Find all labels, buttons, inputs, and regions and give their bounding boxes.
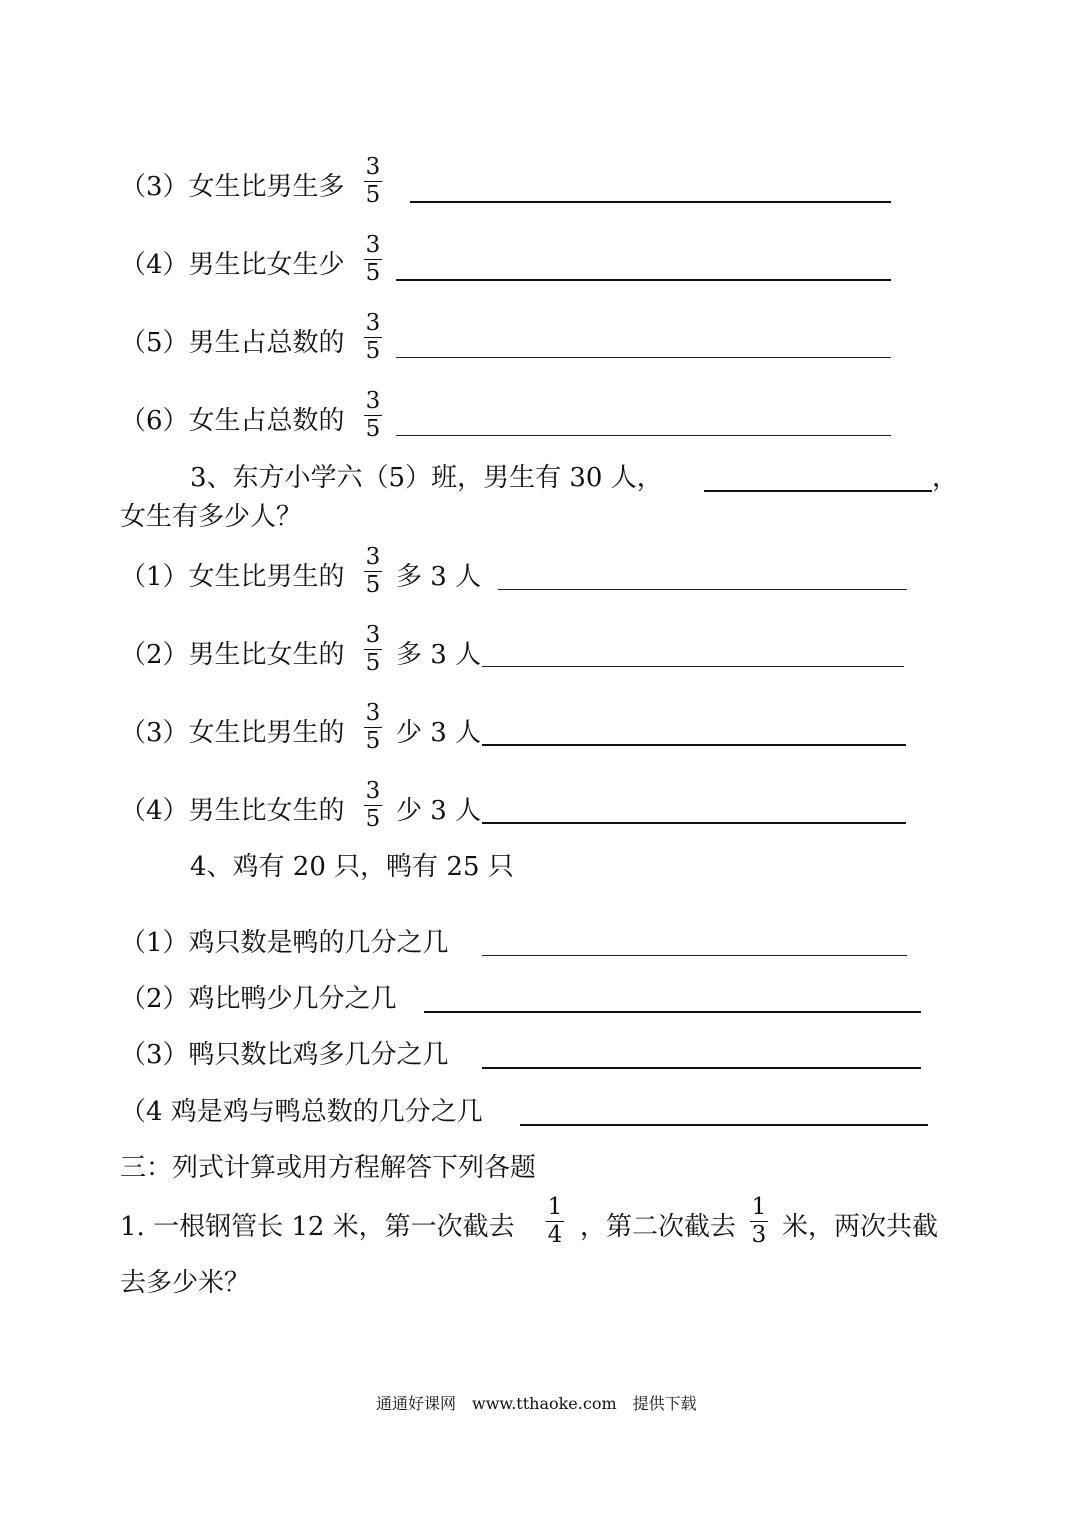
answer-blank[interactable] bbox=[396, 279, 891, 281]
item-4-text: （4）男生比女生少 bbox=[120, 250, 345, 280]
footer-credit: 通通好课网 www.tthaoke.com 提供下载 bbox=[376, 1394, 697, 1413]
q3-stem-question: 女生有多少人？ bbox=[120, 502, 303, 532]
q3-item-3-suffix: 少 3 人 bbox=[396, 718, 482, 748]
fraction-three-fifths: 3 5 bbox=[365, 310, 381, 364]
fraction-one-third: 1 3 bbox=[751, 1194, 767, 1248]
item-3-text: （3）女生比男生多 bbox=[120, 172, 345, 202]
fraction-three-fifths: 3 5 bbox=[365, 700, 381, 754]
answer-blank[interactable] bbox=[482, 744, 906, 746]
answer-blank[interactable] bbox=[520, 1124, 928, 1126]
q4-stem: 4、鸡有 20 只，鸭有 25 只 bbox=[190, 852, 514, 882]
problem-1-text-c: 米，两次共截 bbox=[782, 1212, 939, 1242]
item-5-text: （5）男生占总数的 bbox=[120, 328, 345, 358]
answer-blank[interactable] bbox=[498, 589, 907, 590]
q3-condition-blank[interactable] bbox=[704, 490, 932, 492]
answer-blank[interactable] bbox=[482, 1067, 921, 1069]
q3-item-3-text: （3）女生比男生的 bbox=[120, 718, 345, 748]
answer-blank[interactable] bbox=[396, 435, 891, 436]
q3-stem: 3、东方小学六（5）班，男生有 30 人， bbox=[190, 463, 663, 493]
answer-blank[interactable] bbox=[482, 822, 906, 824]
q3-item-2-suffix: 多 3 人 bbox=[396, 640, 482, 670]
q4-item-1-text: （1）鸡只数是鸭的几分之几 bbox=[120, 928, 449, 958]
problem-1-text-d: 去多少米？ bbox=[120, 1268, 251, 1298]
answer-blank[interactable] bbox=[410, 201, 891, 203]
q4-item-2-text: （2）鸡比鸭少几分之几 bbox=[120, 984, 397, 1014]
fraction-three-fifths: 3 5 bbox=[365, 232, 381, 286]
answer-blank[interactable] bbox=[424, 1011, 921, 1013]
q3-item-4-text: （4）男生比女生的 bbox=[120, 796, 345, 826]
fraction-three-fifths: 3 5 bbox=[365, 544, 381, 598]
fraction-three-fifths: 3 5 bbox=[365, 778, 381, 832]
item-6-text: （6）女生占总数的 bbox=[120, 406, 345, 436]
section-3-heading: 三：列式计算或用方程解答下列各题 bbox=[120, 1153, 537, 1183]
q3-item-1-suffix: 多 3 人 bbox=[396, 562, 482, 592]
q3-item-2-text: （2）男生比女生的 bbox=[120, 640, 345, 670]
fraction-three-fifths: 3 5 bbox=[365, 388, 381, 442]
fraction-one-fourth: 1 4 bbox=[547, 1194, 563, 1248]
answer-blank[interactable] bbox=[396, 357, 891, 358]
q4-item-4-text: （4 鸡是鸡与鸭总数的几分之几 bbox=[120, 1097, 483, 1127]
q3-item-4-suffix: 少 3 人 bbox=[396, 796, 482, 826]
answer-blank[interactable] bbox=[482, 666, 904, 667]
fraction-three-fifths: 3 5 bbox=[365, 154, 381, 208]
problem-1-text-b: ，第二次截去 bbox=[580, 1212, 737, 1242]
q3-stem-comma: ， bbox=[932, 463, 959, 493]
q4-item-3-text: （3）鸭只数比鸡多几分之几 bbox=[120, 1040, 449, 1070]
answer-blank[interactable] bbox=[482, 955, 907, 956]
q3-item-1-text: （1）女生比男生的 bbox=[120, 562, 345, 592]
fraction-three-fifths: 3 5 bbox=[365, 622, 381, 676]
problem-1-text-a: 1. 一根钢管长 12 米，第一次截去 bbox=[120, 1212, 515, 1242]
